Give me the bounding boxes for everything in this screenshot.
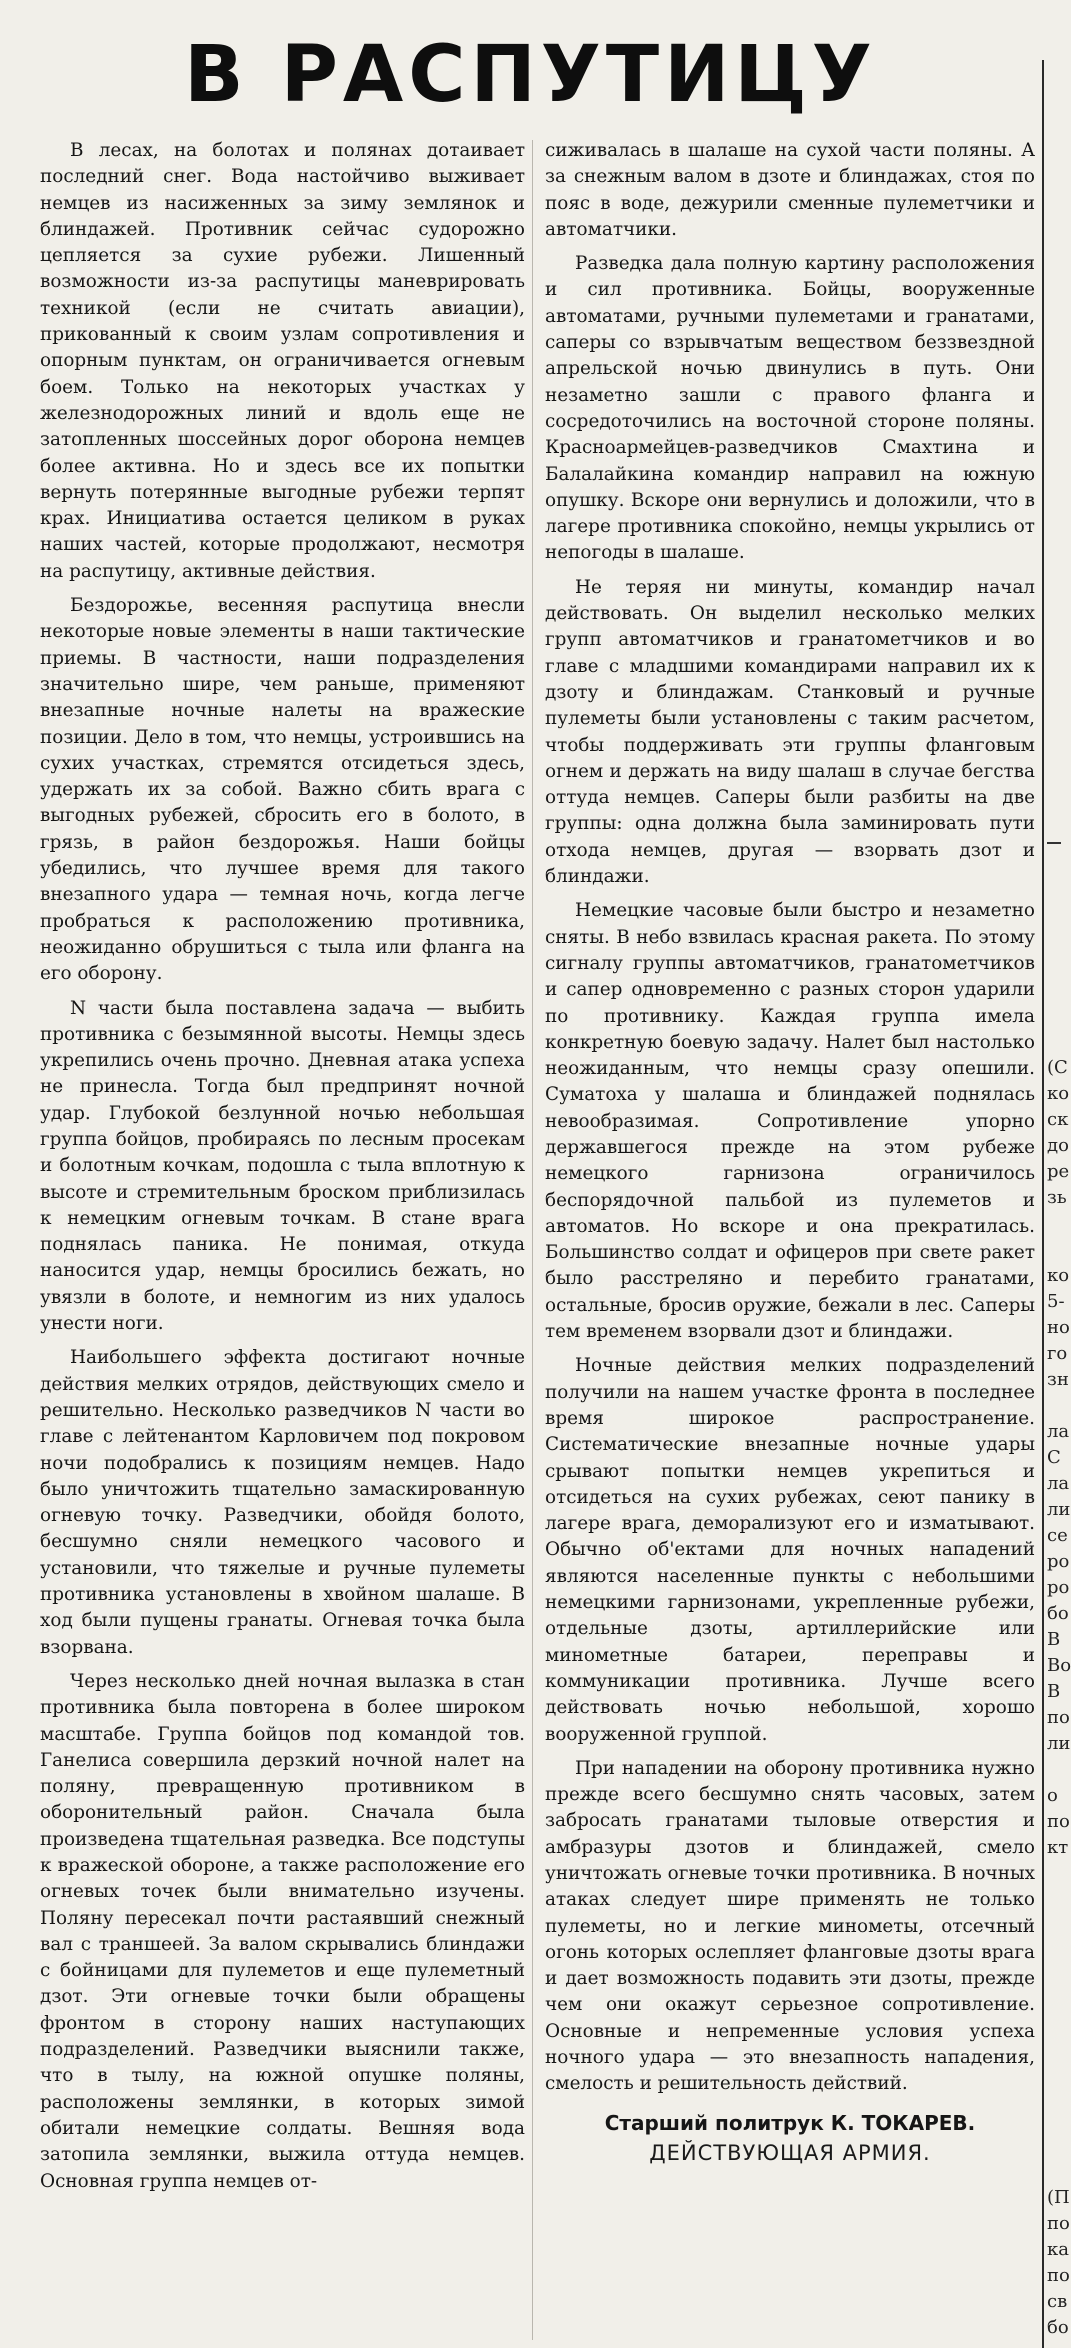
paragraph: сиживалась в шалаше на сухой части поляны. А за снежным валом в дзоте и блиндажах, стоя по пояс в воде, дежурили сменные пулеметчики и автоматчики. (545, 140, 1035, 240)
article-column-middle (545, 138, 1035, 2343)
paragraph: При нападении на оборону противника нужно прежде всего бесшумно снять часовых, затем забросать гранатами тыловые отверстия и амбразуры дзотов и блиндажей, смело уничтожать огневые точки противника. В ночных атаках следует шире применять не только пулеметы, но и легкие минометы, отсечный огонь которых ослепляет фланговые дзоты врага и дает возможность подавить эти дзоты, прежде чем они окажут серьезное сопротивление. Основные и непременные условия успеха ночного удара — это внезапность нападения, смелость и решительность действий. (545, 1757, 1035, 2095)
fragment-line: бо (1047, 2317, 1069, 2338)
fragment-line: В (1047, 1681, 1061, 1702)
fragment-line: ка (1047, 2239, 1069, 2260)
paragraph: Бездорожье, весенняя распутица внесли некоторые новые элементы в наши тактические приемы. В частности, наши подразделения значительно шире, чем раньше, применяют внезапные ночные налеты на вражеские позиции. Дело в том, что немцы, устроившись на сухих участках, стремятся отсидеться здесь, удержать их за собой. Важно сбить врага с выгодных рубежей, сбросить его в болото, в грязь, в район бездорожья. Наши бойцы убедились, что лучшее время для такого внезапного удара — темная ночь, когда легче пробраться к расположению противника, неожиданно обрушиться с тыла или фланга на его оборону. (40, 595, 525, 985)
fragment-line: по (1047, 1811, 1070, 1832)
author-signature: Старший политрук К. ТОКАРЕВ. (604, 2110, 976, 2135)
fragment-line: ли (1047, 1499, 1071, 1520)
fragment-line: се (1047, 1525, 1068, 1546)
fragment-line: бо (1047, 1603, 1069, 1624)
fragment-line: го (1047, 1343, 1068, 1364)
dateline: ДЕЙСТВУЮЩАЯ АРМИЯ. (649, 2140, 931, 2165)
adjacent-article-fragment-top (1047, 1055, 1071, 1861)
fragment-line: зь (1047, 1187, 1067, 1208)
fragment-line: ск (1047, 1109, 1069, 1130)
column-divider (532, 140, 533, 2340)
fragment-line: ре (1047, 1161, 1070, 1182)
fragment-line: но (1047, 1317, 1070, 1338)
fragment-line: С (1047, 1447, 1061, 1468)
fragment-line: ла (1047, 1473, 1070, 1494)
fragment-line (1047, 1211, 1061, 1237)
paragraph: В лесах, на болотах и полянах дотаивает последний снег. Вода настойчиво выживает немцев из насиженных за зиму землянок и блиндажей. Противник сейчас судорожно цепляется за сухие рубежи. Лишенный возможности из-за распутицы маневрировать техникой (если не считать авиации), прикованный к своим узлам сопротивления и опорным пунктам, он ограничивается огневым боем. Только на некоторых участках у железнодорожных линий и вдоль еще не затопленных шоссейных дорог оборона немцев более активна. Но и здесь все их попытки вернуть потерянные выгодные рубежи терпят крах. Инициатива остается целиком в руках наших частей, которые продолжают, несмотря на распутицу, активные действия. (40, 140, 525, 582)
paragraph: Немецкие часовые были быстро и незаметно сняты. В небо взвилась красная ракета. По этому сигналу группы автоматчиков, гранатометчиков и сапер одновременно с разных сторон ударили по противнику. Каждая группа имела конкретную боевую задачу. Налет был настолько неожиданным, что немцы сразу опешили. Суматоха у шалаша и блиндажей поднялась невообразимая. Сопротивление упорно державшегося прежде на этом рубеже немецкого гарнизона ограничилось беспорядочной пальбой из пулеметов и автоматов. Но вскоре и она прекратилась. Большинство солдат и офицеров при свете ракет было расстреляно и перебито гранатами, остальные, бросив оружие, бежали в лес. Саперы тем временем взорвали дзот и блиндажи. (545, 900, 1035, 1343)
page-column-rule (1042, 60, 1044, 2348)
fragment-line: ли (1047, 1733, 1071, 1754)
fragment-line: по (1047, 2213, 1070, 2234)
fragment-line: ко (1047, 1083, 1070, 1104)
fragment-line (1047, 1237, 1061, 1263)
paragraph: Ночные действия мелких подразделений получили на нашем участке фронта в последнее время широкое распространение. Систематические внезапные ночные удары срывают попытки немцев укрепиться и отсидеться на сухих рубежах, сеют панику в лагере врага, деморализуют его и изматывают. Обычно об'ектами для ночных нападений являются населенные пункты с небольшими немецкими гарнизонами, укрепленные рубежи, отдельные дзоты, артиллерийские или минометные батареи, переправы и коммуникации противника. Лучше всего действовать ночью небольшой, хорошо вооруженной группой. (545, 1355, 1035, 1745)
article-column-left (40, 138, 525, 2343)
adjacent-article-rule (1047, 842, 1061, 844)
fragment-line (1047, 1757, 1061, 1783)
fragment-line: кт (1047, 1837, 1069, 1858)
fragment-line: Во (1047, 1655, 1071, 1676)
fragment-line: зн (1047, 1369, 1069, 1390)
article-title: В РАСПУТИЦУ (184, 30, 877, 120)
paragraph: Не теряя ни минуты, командир начал действовать. Он выделил несколько мелких групп автоматчиков и гранатометчиков и во главе с младшими командирами направил их к дзоту и блиндажам. Станковый и ручные пулеметы были установлены с таким расчетом, чтобы поддерживать эти группы фланговым огнем и держать на виду шалаш в случае бегства оттуда немцев. Саперы были разбиты на две группы: одна должна была заминировать пути отхода немцев, другая — взорвать дзот и блиндажи. (545, 576, 1035, 888)
fragment-line: св (1047, 2291, 1068, 2312)
fragment-line: В (1047, 1629, 1061, 1650)
fragment-line: (С (1047, 1057, 1068, 1078)
fragment-line: ла (1047, 1421, 1070, 1442)
paragraph: Разведка дала полную картину расположения и сил противника. Бойцы, вооруженные автоматами, ручными пулеметами и гранатами, саперы со взрывчатым веществом беззвездной апрельской ночью двинулись в путь. Они незаметно зашли с правого фланга и сосредоточились на восточной стороне поляны. Красноармейцев-разведчиков Смахтина и Балалайкина командир направил на южную опушку. Вскоре они вернулись и доложили, что в лагере противника спокойно, немцы укрылись от непогоды в шалаше. (545, 253, 1035, 564)
fragment-line: до (1047, 1135, 1069, 1156)
fragment-line: 5- (1047, 1291, 1065, 1312)
fragment-line: (П (1047, 2187, 1070, 2208)
fragment-line: ко (1047, 1265, 1070, 1286)
fragment-line: ро (1047, 1577, 1070, 1598)
paragraph: Наибольшего эффекта достигают ночные действия мелких отрядов, действующих смело и решительно. Несколько разведчиков N части во главе с лейтенантом Карловичем под покровом ночи подобрались к позициям немцев. Надо было уничтожить тщательно замаскированную огневую точку. Разведчики, обойдя болото, бесшумно сняли немецкого часового и установили, что тяжелые и ручные пулеметы противника установлены в хвойном шалаше. В ход были пущены гранаты. Огневая точка была взорвана. (40, 1347, 525, 1658)
fragment-line: по (1047, 2265, 1070, 2286)
paragraph: Через несколько дней ночная вылазка в стан противника была повторена в более широком масштабе. Группа бойцов под командой тов. Ганелиса совершила дерзкий ночной налет на поляну, превращенную противником в оборонительный район. Сначала была произведена тщательная разведка. Все подступы к вражеской обороне, а также расположение его огневых точек были внимательно изучены. Поляну пересекал почти растаявший снежный вал с траншеей. За валом скрывались блиндажи с бойницами для пулеметов и еще пулеметный дзот. Эти огневые точки были обращены фронтом в сторону наших наступающих подразделений. Разведчики выяснили также, что в тылу, на южной опушке поляны, расположены землянки, в которых зимой обитали немецкие солдаты. Вешняя вода затопила землянки, выжила оттуда немцев. Основная группа немцев от- (40, 1670, 525, 2192)
adjacent-article-fragment-bottom (1047, 2185, 1070, 2341)
fragment-line: ро (1047, 1551, 1070, 1572)
fragment-line (1047, 1393, 1061, 1419)
paragraph: N части была поставлена задача — выбить противника с безымянной высоты. Немцы здесь укрепились очень прочно. Дневная атака успеха не принесла. Тогда был предпринят ночной удар. Глубокой безлунной ночью небольшая группа бойцов, пробираясь по лесным просекам и болотным кочкам, подошла с тыла вплотную к высоте и стремительным броском приблизилась к немецким огневым точкам. В стане врага поднялась паника. Не понимая, откуда наносится удар, немцы бросились бежать, но увязли в болоте, и немногим из них удалось унести ноги. (40, 997, 525, 1335)
fragment-line: о (1047, 1785, 1058, 1806)
fragment-line: по (1047, 1707, 1070, 1728)
